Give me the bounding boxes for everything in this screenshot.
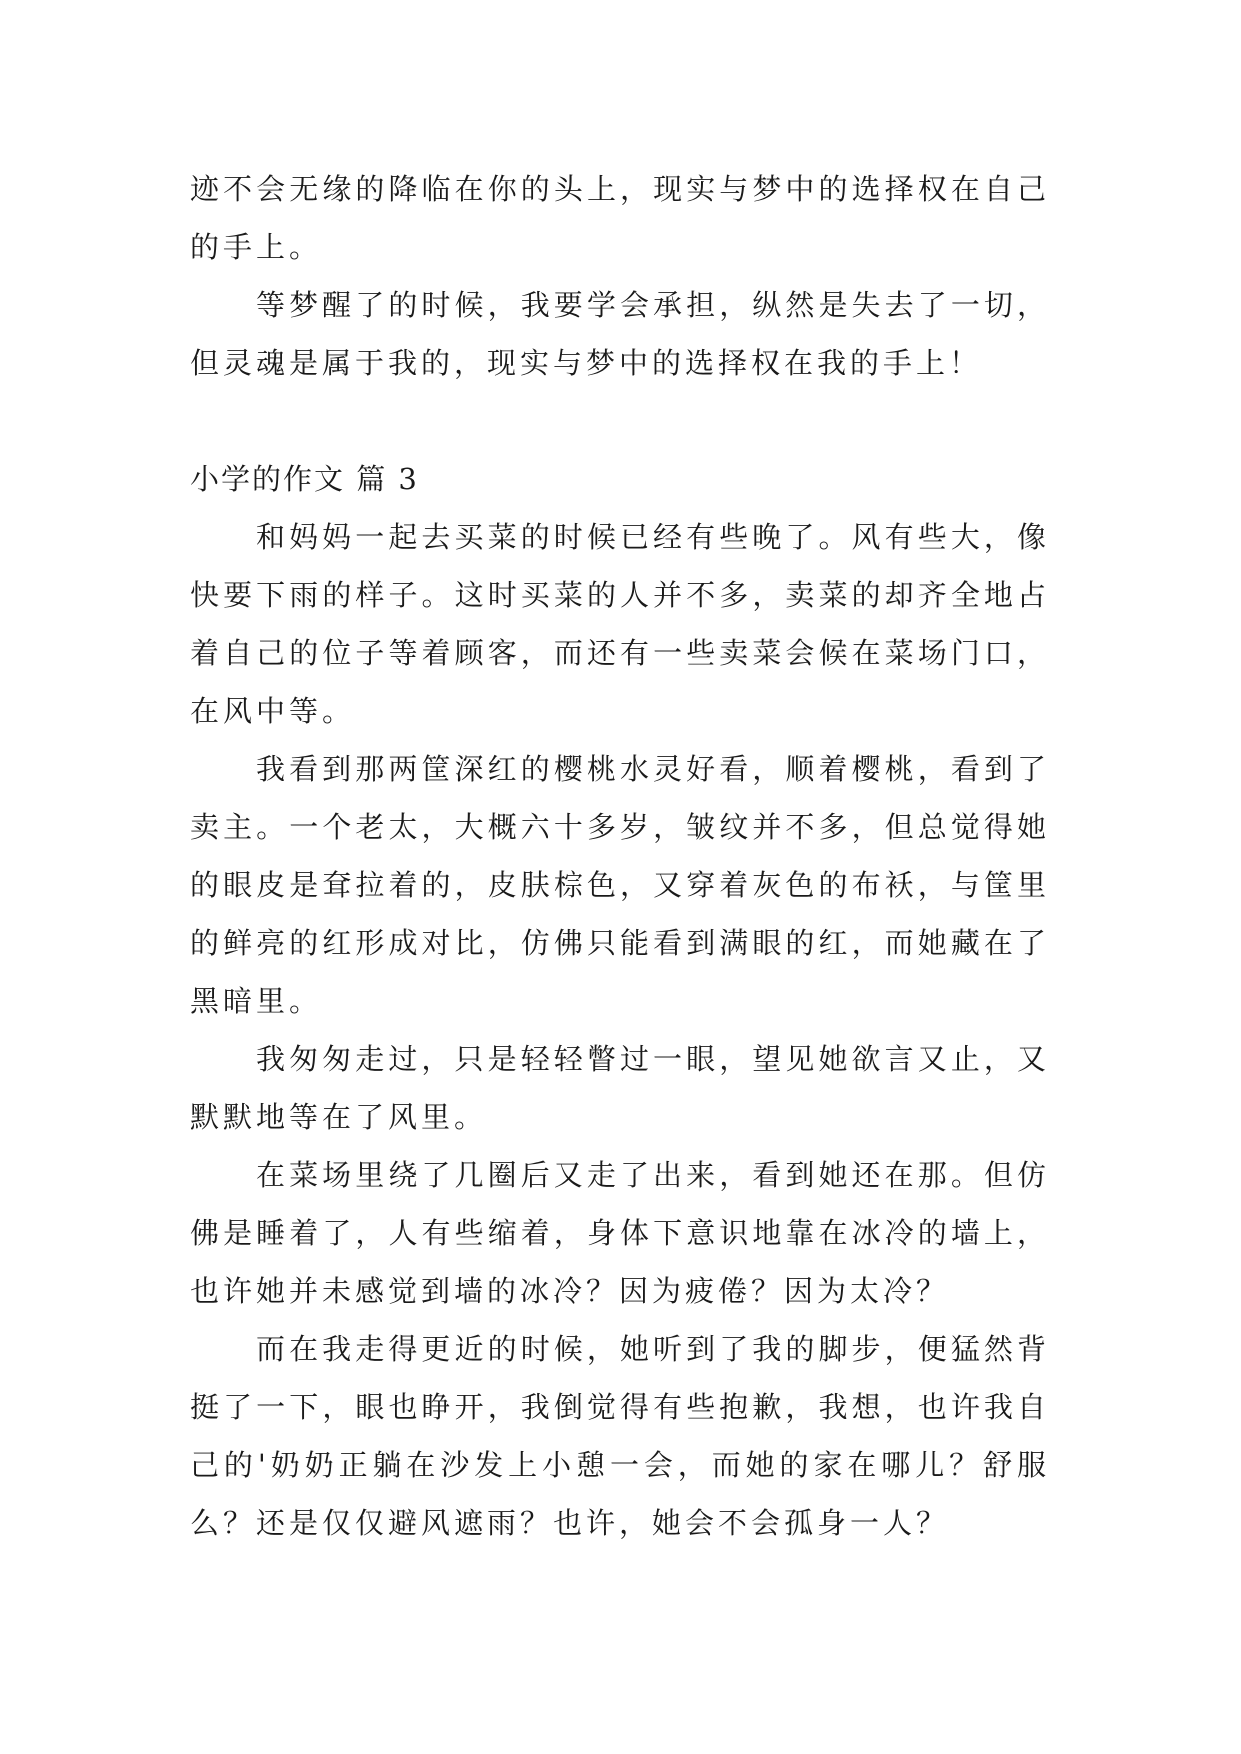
section-spacer [190,392,1050,450]
paragraph-continuation: 迹不会无缘的降临在你的头上，现实与梦中的选择权在自己的手上。 [190,172,1050,264]
paragraph: 在菜场里绕了几圈后又走了出来，看到她还在那。但仿佛是睡着了，人有些缩着，身体下意识地靠在冰冷的墙上，也许她并未感觉到墙的冰冷？因为疲倦？因为太冷？ [190,1158,1050,1308]
paragraph: 而在我走得更近的时候，她听到了我的脚步，便猛然背挺了一下，眼也睁开，我倒觉得有些抱歉，我想，也许我自己的'奶奶正躺在沙发上小憩一会，而她的家在哪儿？舒服么？还是仅仅避风遮雨？也许，她会不会孤身一人？ [190,1332,1050,1540]
paragraph: 和妈妈一起去买菜的时候已经有些晚了。风有些大，像快要下雨的样子。这时买菜的人并不多，卖菜的却齐全地占着自己的位子等着顾客，而还有一些卖菜会候在菜场门口，在风中等。 [190,520,1050,728]
section-title: 小学的作文 篇 3 [190,462,419,496]
paragraph: 等梦醒了的时候，我要学会承担，纵然是失去了一切，但灵魂是属于我的，现实与梦中的选择权在我的手上！ [190,288,1050,380]
paragraph: 我看到那两筐深红的樱桃水灵好看，顺着樱桃，看到了卖主。一个老太，大概六十多岁，皱纹并不多，但总觉得她的眼皮是耷拉着的，皮肤棕色，又穿着灰色的布袄，与筐里的鲜亮的红形成对比，仿佛只能看到满眼的红，而她藏在了黑暗里。 [190,752,1050,1018]
paragraph: 我匆匆走过，只是轻轻瞥过一眼，望见她欲言又止，又默默地等在了风里。 [190,1042,1050,1134]
document-body [190,160,1050,1552]
